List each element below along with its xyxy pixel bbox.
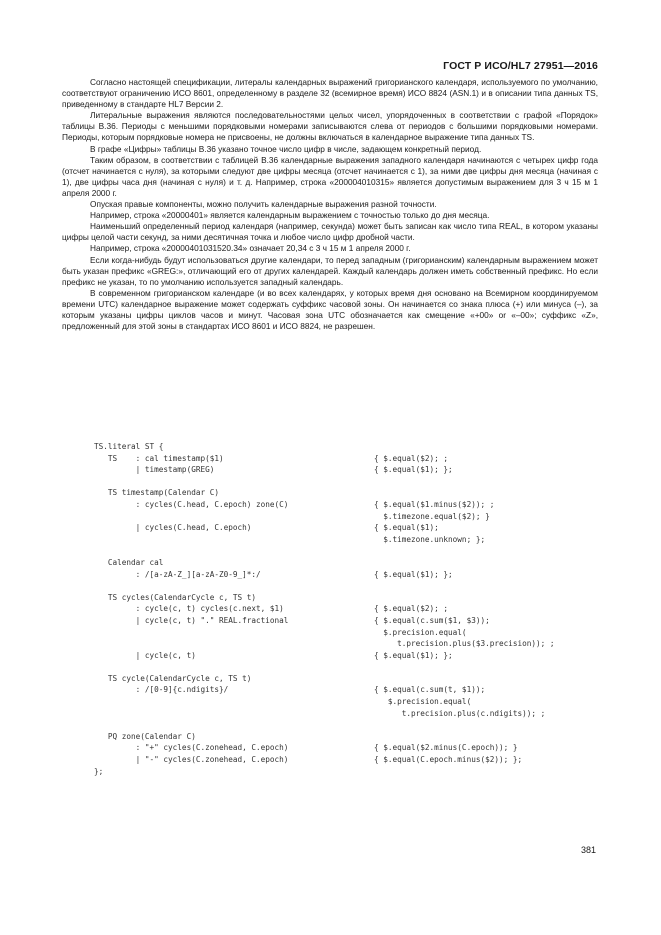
code-line — [94, 731, 555, 743]
code-line — [94, 603, 555, 615]
code-line — [94, 487, 555, 499]
code-blank-line — [94, 580, 555, 592]
code-line-left: | cycles(C.head, C.epoch) — [94, 523, 252, 533]
code-line-action: { $.equal($1); — [374, 523, 439, 533]
code-line-action: { $.equal($1); }; — [374, 650, 453, 660]
code-line-left: TS timestamp(Calendar C) — [94, 488, 219, 498]
code-line-action: $.timezone.unknown; }; — [374, 534, 486, 544]
code-line-action: $.timezone.equal($2); } — [374, 511, 490, 521]
code-line — [94, 696, 555, 708]
code-line — [94, 511, 555, 523]
code-blank-line — [94, 719, 555, 731]
paragraph: Например, строка «20000401» является календарным выражением с точностью только до дня месяца. — [90, 210, 490, 221]
code-line-left: PQ zone(Calendar C) — [94, 731, 196, 741]
code-line — [94, 453, 555, 465]
code-line-left: | cycle(c, t) — [94, 650, 196, 660]
paragraph: Наименьший определенный период календаря (например, секунда) может быть записан как число типа REAL, в котором указаны цифры целой части секунд, за ними десятичная точка и любое число цифр дробной части. — [62, 221, 598, 243]
code-line-left: | "-" cycles(C.zonehead, C.epoch) — [94, 755, 289, 765]
code-blank-line — [94, 661, 555, 673]
code-line — [94, 627, 555, 639]
code-line-left: TS.literal ST { — [94, 442, 164, 451]
code-line — [94, 557, 555, 569]
code-line — [94, 464, 555, 476]
code-line-action: $.precision.equal( — [374, 627, 467, 637]
code-line-action: { $.equal($1); }; — [374, 465, 453, 475]
code-line — [94, 592, 555, 604]
page-number: 381 — [580, 845, 596, 855]
code-line-action: { $.equal($2); ; — [374, 453, 449, 463]
code-line-action: $.precision.equal( — [374, 697, 472, 707]
code-line — [94, 615, 555, 627]
code-line-left: : cycles(C.head, C.epoch) zone(C) — [94, 499, 289, 509]
code-line — [94, 534, 555, 546]
code-listing — [94, 441, 555, 777]
code-line-action: { $.equal(c.sum($1, $3)); — [374, 615, 490, 625]
code-line-left: : /[0-9]{c.ndigits}/ — [94, 685, 229, 695]
code-line-action: { $.equal(c.sum(t, $1)); — [374, 685, 486, 695]
paragraph: Согласно настоящей спецификации, литералы календарных выражений григорианского календаря, используемого по умолчанию, соответствуют ограничению ИСО 8601, определенному в разделе 32 (всемирное время) ИСО 8824 (ASN.1) и в описании типа данных TS, приведенному в стандарте HL7 Версии 2. — [62, 77, 598, 110]
paragraph: Таким образом, в соответствии с таблицей B.36 календарные выражения западного календаря начинаются с четырех цифр года (отсчет начинается с нуля), за которыми следуют две цифры месяца (отсчет начинается с 1), за ними две цифры дня месяца (начиная с 1), две цифры часа дня (начиная с нуля) и т. д. Например, строка «200004010315» является допустимым выражением для 3 ч 15 м 1 апреля 2000 г. — [62, 154, 598, 198]
code-line — [94, 673, 555, 685]
code-line-left: | timestamp(GREG) — [94, 465, 215, 475]
code-line-action: t.precision.plus($3.precision)); ; — [374, 639, 555, 649]
document-header: ГОСТ Р ИСО/HL7 27951—2016 — [443, 60, 598, 72]
code-line-left: | cycle(c, t) "." REAL.fractional — [94, 615, 289, 625]
code-line — [94, 708, 555, 720]
code-blank-line — [94, 476, 555, 488]
code-line — [94, 569, 555, 581]
paragraph: Если когда-нибудь будут использоваться другие календари, то перед западным (григорианским) календарным выражением может быть указан префикс «GREG:», отличающий его от других календарей. Каждый календарь должен иметь собственный префикс. Но если префикс не указан, то по умолчанию используется западный календарь. — [62, 254, 598, 287]
code-line — [94, 441, 555, 453]
paragraph: В современном григорианском календаре (и во всех календарях, у которых время дня основано на Всемирном координируемом времени UTC) календарное выражение может содержать суффикс часовой зоны. Он начинается со знака плюса (+) или минуса (–), за которым указаны цифры циклов часов и минут. Часовая зона UTC обозначается как смещение «+00» or «–00»; суффикс «Z», предложенный для этой зоны в стандартах ИСО 8601 и ИСО 8824, не разрешен. — [62, 287, 598, 332]
code-line — [94, 684, 555, 696]
code-line — [94, 650, 555, 662]
code-line — [94, 766, 555, 778]
code-line-action: { $.equal($2); ; — [374, 604, 449, 614]
paragraph: В графе «Цифры» таблицы B.36 указано точное число цифр в числе, задающем конкретный период. — [90, 143, 482, 154]
code-line-left: }; — [94, 766, 104, 776]
code-line-left: TS : cal timestamp($1) — [94, 453, 224, 463]
code-line-left: : "+" cycles(C.zonehead, C.epoch) — [94, 743, 289, 753]
code-line-action: { $.equal($2.minus(C.epoch)); } — [374, 743, 518, 753]
code-blank-line — [94, 545, 555, 557]
code-line-left: TS cycle(CalendarCycle c, TS t) — [94, 673, 252, 683]
code-line-action: { $.equal($1); }; — [374, 569, 453, 579]
code-line-action: { $.equal($1.minus($2)); ; — [374, 499, 495, 509]
code-line — [94, 742, 555, 754]
code-line-action: { $.equal(C.epoch.minus($2)); }; — [374, 755, 523, 765]
paragraph: Например, строка «20000401031520.34» означает 20,34 с 3 ч 15 м 1 апреля 2000 г. — [90, 243, 411, 254]
code-line-left: : /[a-zA-Z_][a-zA-Z0-9_]*:/ — [94, 569, 261, 579]
body-text — [62, 77, 598, 332]
paragraph: Опуская правые компоненты, можно получить календарные выражения разной точности. — [90, 199, 437, 210]
code-line-left: TS cycles(CalendarCycle c, TS t) — [94, 592, 256, 602]
paragraph: Литеральные выражения являются последовательностями целых чисел, упорядоченных в соответствии с графой «Порядок» таблицы B.36. Периоды с меньшими порядковыми номерами записываются слева от периодов с большими порядковыми номерами. Периоды, которым порядковые номера не присвоены, не должны включаться в календарное выражение типа данных TS. — [62, 110, 598, 143]
code-line — [94, 522, 555, 534]
code-line-left: Calendar cal — [94, 557, 164, 567]
code-line-action: t.precision.plus(c.ndigits)); ; — [374, 708, 546, 718]
code-line — [94, 638, 555, 650]
code-line-left: : cycle(c, t) cycles(c.next, $1) — [94, 604, 284, 614]
code-line — [94, 499, 555, 511]
code-line — [94, 754, 555, 766]
